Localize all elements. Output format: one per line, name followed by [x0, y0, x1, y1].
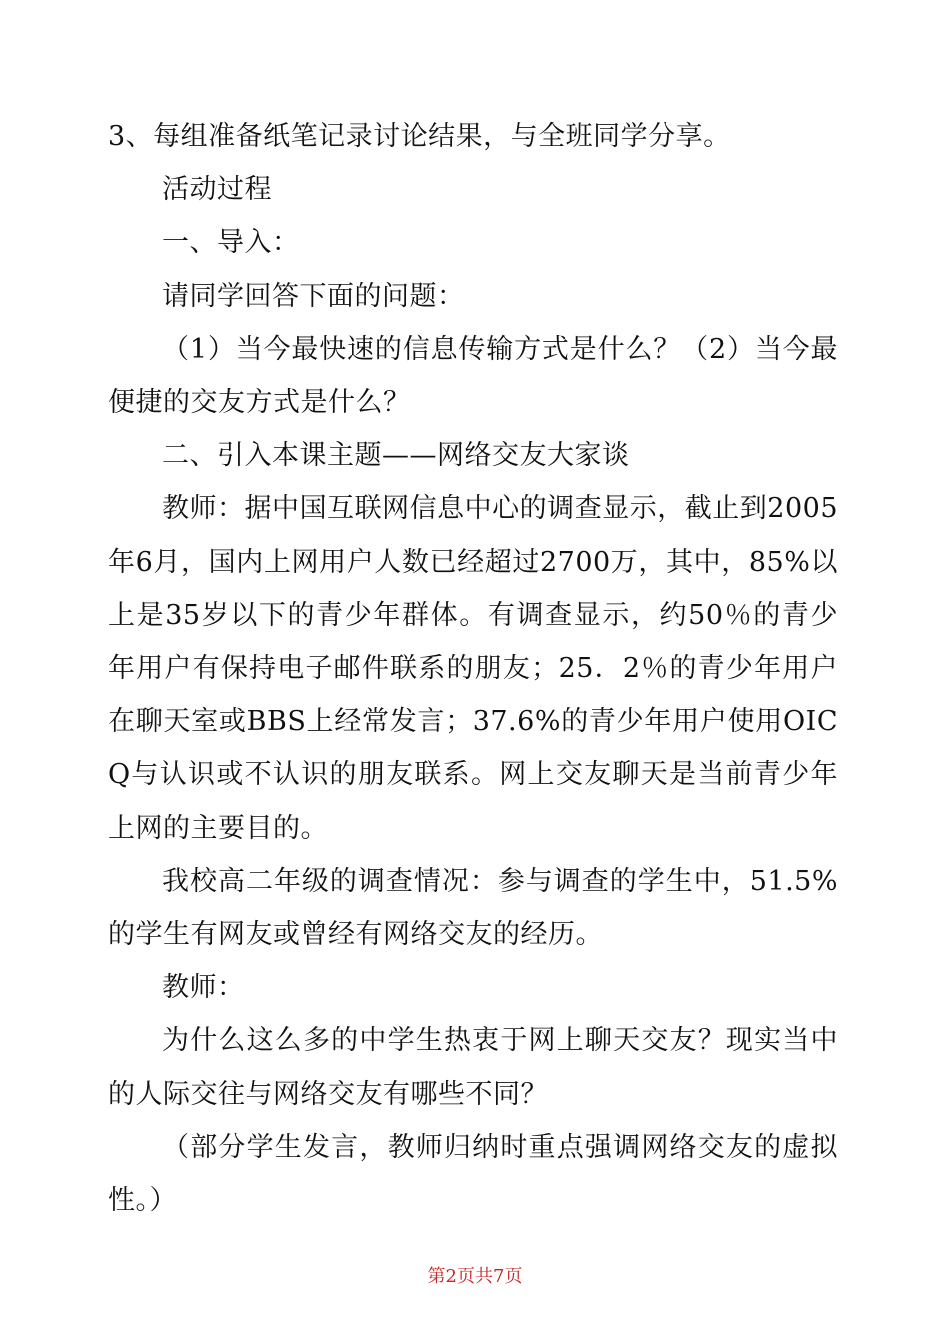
- teacher-question-paragraph: 为什么这么多的中学生热衷于网上聊天交友？现实当中的人际交往与网络交友有哪些不同？: [108, 1025, 838, 1110]
- document-body: [108, 110, 838, 1227]
- teacher-survey-paragraph: 教师：据中国互联网信息中心的调查显示，截止到2005年6月，国内上网用户人数已经超过2700万，其中，85%以上是35岁以下的青少年群体。有调查显示，约50％的青少年用户有保持电子邮件联系的朋友；25．2％的青少年用户在聊天室或BBS上经常发言；37.6%的青少年用户使用OICQ与认识或不认识的朋友联系。网上交友聊天是当前青少年上网的主要目的。: [108, 493, 838, 844]
- page-number-footer: 第2页共7页: [427, 1266, 523, 1287]
- activity-process-heading: 活动过程: [162, 174, 272, 206]
- questions-paragraph: （1）当今最快速的信息传输方式是什么？（2）当今最便捷的交友方式是什么？: [108, 333, 838, 419]
- section-1-heading: 一、导入：: [162, 227, 300, 259]
- prep-item-3: 3、每组准备纸笔记录讨论结果，与全班同学分享。: [108, 121, 731, 152]
- question-intro: 请同学回答下面的问题：: [162, 280, 465, 312]
- student-discussion-paragraph: （部分学生发言，教师归纳时重点强调网络交友的虚拟性。）: [108, 1131, 838, 1217]
- school-survey-paragraph: 我校高二年级的调查情况：参与调查的学生中，51.5%的学生有网友或曾经有网络交友的经历。: [108, 865, 838, 951]
- section-2-heading: 二、引入本课主题——网络交友大家谈: [162, 440, 630, 472]
- teacher-label: 教师：: [162, 972, 245, 1004]
